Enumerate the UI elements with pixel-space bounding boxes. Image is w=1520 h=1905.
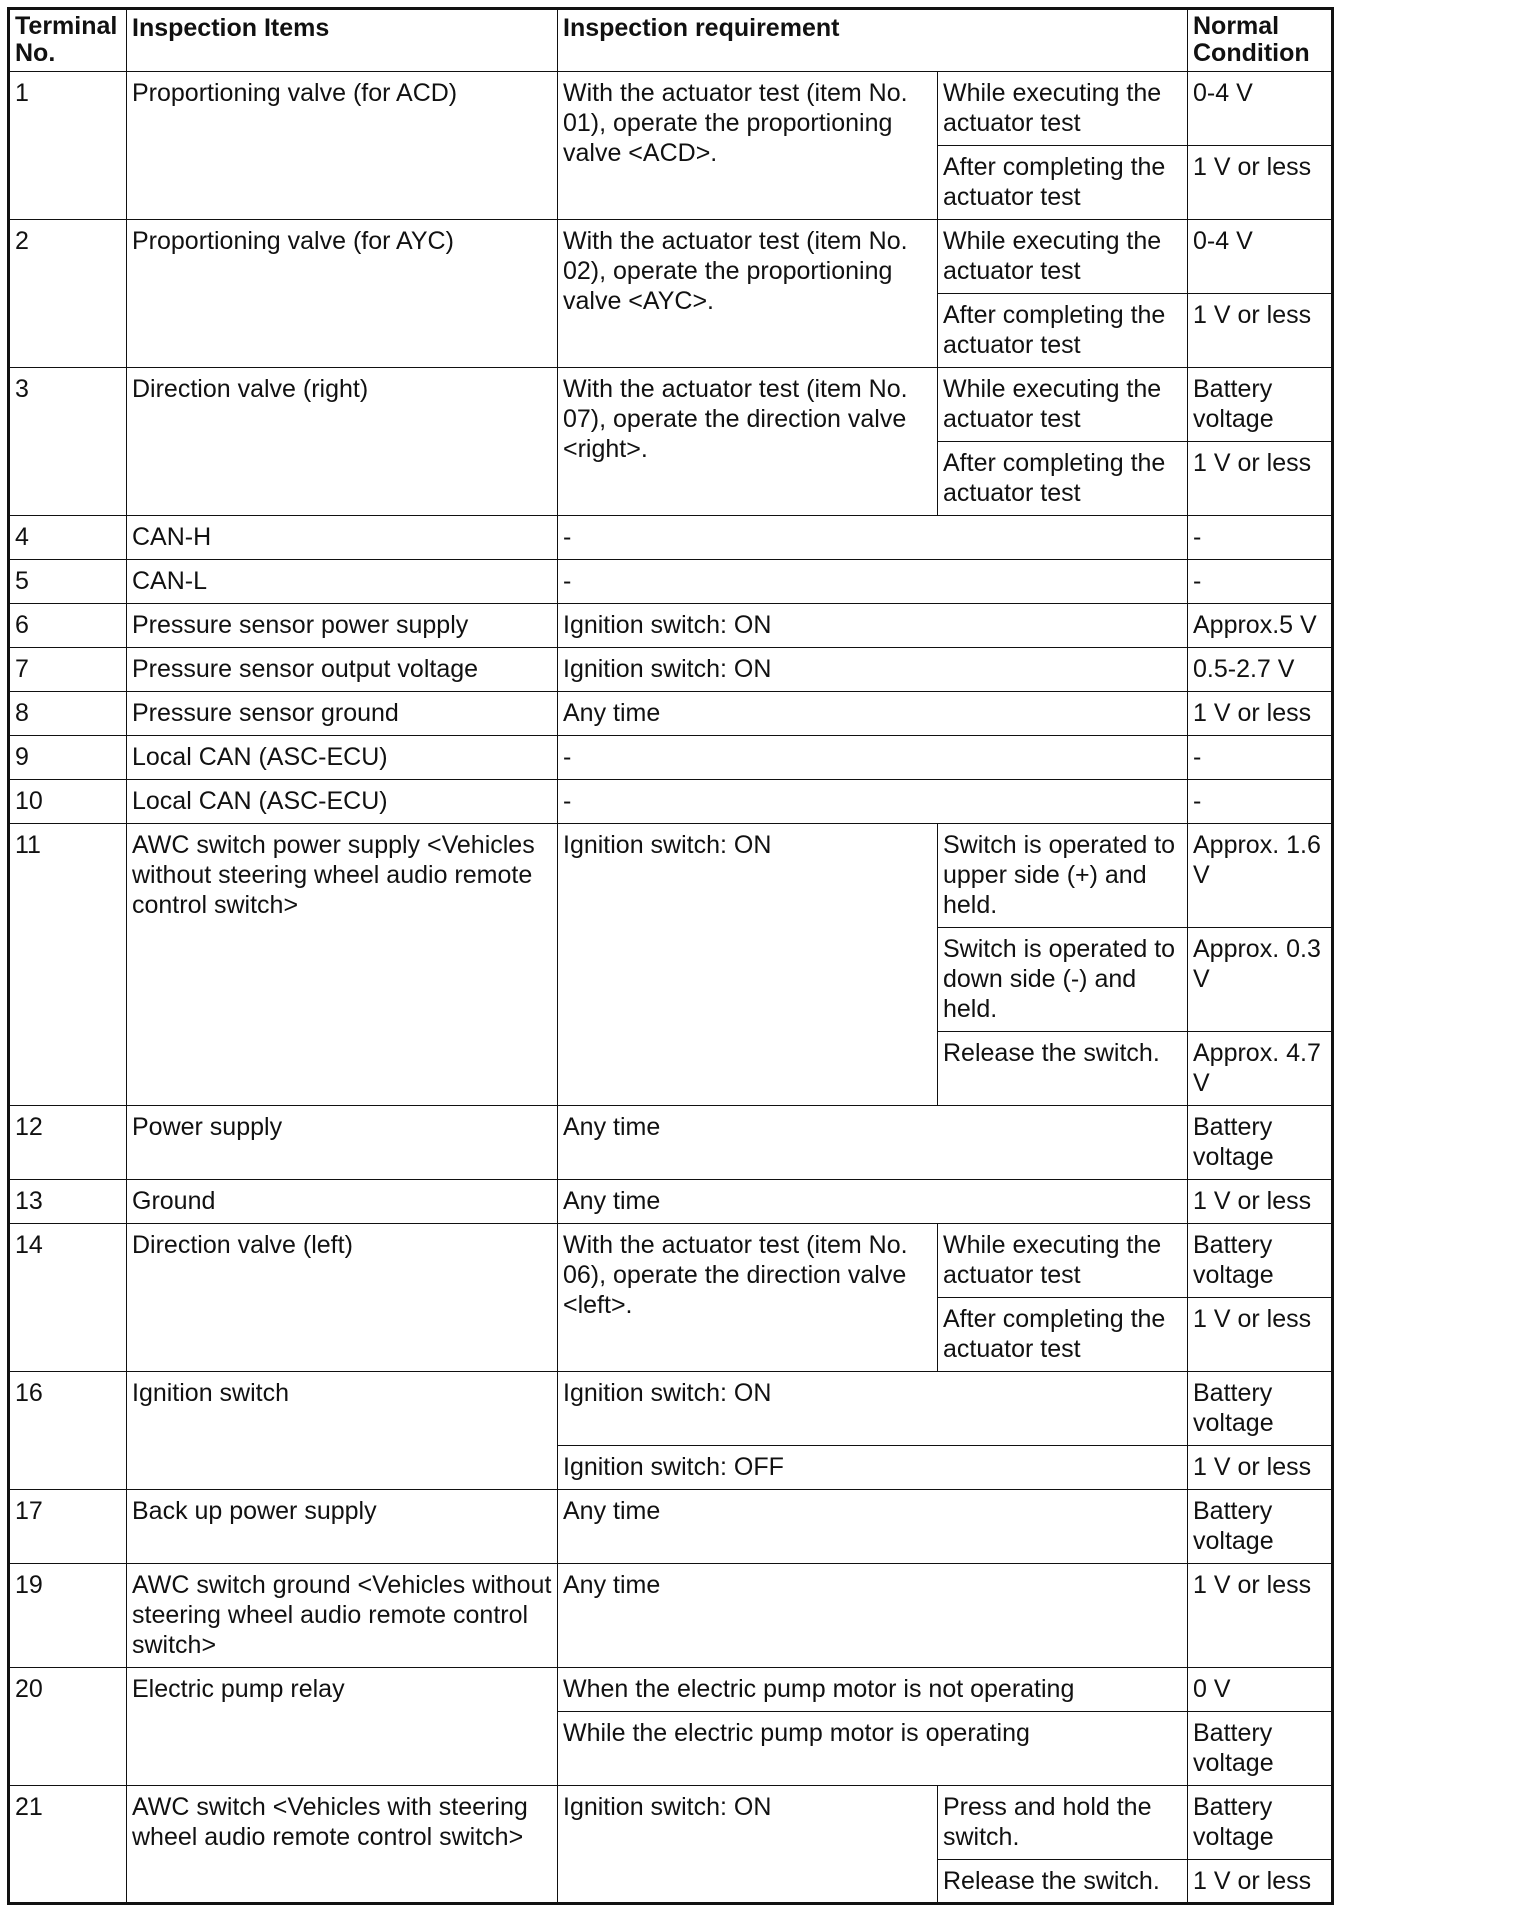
terminal-number: 14 [9,1224,127,1372]
normal-condition: - [1188,516,1333,560]
table-row [9,1224,1333,1298]
normal-condition: 0-4 V [1188,72,1333,146]
header-inspection-requirement: Inspection requirement [558,9,1188,72]
inspection-requirement: With the actuator test (item No. 07), operate the direction valve <right>. [558,368,938,516]
condition-state: Release the switch. [938,1860,1188,1904]
normal-condition: 1 V or less [1188,692,1333,736]
terminal-number: 11 [9,824,127,1106]
terminal-number: 16 [9,1372,127,1490]
inspection-item: Ground [127,1180,558,1224]
table-row [9,780,1333,824]
inspection-item: AWC switch <Vehicles with steering wheel audio remote control switch> [127,1786,558,1904]
terminal-number: 6 [9,604,127,648]
condition-state: While executing the actuator test [938,1224,1188,1298]
table-row [9,516,1333,560]
inspection-item: AWC switch ground <Vehicles without steering wheel audio remote control switch> [127,1564,558,1668]
inspection-requirement: - [558,560,1188,604]
table-row [9,692,1333,736]
inspection-item: Pressure sensor ground [127,692,558,736]
inspection-item: Electric pump relay [127,1668,558,1786]
terminal-number: 17 [9,1490,127,1564]
normal-condition: 0-4 V [1188,220,1333,294]
inspection-item: Local CAN (ASC-ECU) [127,780,558,824]
inspection-item: Pressure sensor power supply [127,604,558,648]
normal-condition: 0.5-2.7 V [1188,648,1333,692]
normal-condition: Battery voltage [1188,1224,1333,1298]
inspection-requirement: Ignition switch: ON [558,1372,1188,1446]
terminal-number: 10 [9,780,127,824]
inspection-item: CAN-L [127,560,558,604]
condition-state: Switch is operated to upper side (+) and held. [938,824,1188,928]
terminal-number: 7 [9,648,127,692]
table-row [9,736,1333,780]
normal-condition: - [1188,780,1333,824]
inspection-requirement: Ignition switch: OFF [558,1446,1188,1490]
normal-condition: Approx.5 V [1188,604,1333,648]
inspection-requirement: Ignition switch: ON [558,648,1188,692]
inspection-requirement: Any time [558,692,1188,736]
condition-state: While executing the actuator test [938,368,1188,442]
normal-condition: 0 V [1188,1668,1333,1712]
normal-condition: 1 V or less [1188,1860,1333,1904]
terminal-number: 5 [9,560,127,604]
terminal-number: 12 [9,1106,127,1180]
table-row [9,824,1333,928]
terminal-inspection-table [7,7,1334,1905]
normal-condition: 1 V or less [1188,442,1333,516]
normal-condition: 1 V or less [1188,294,1333,368]
inspection-requirement: Any time [558,1106,1188,1180]
normal-condition: - [1188,560,1333,604]
inspection-requirement: Any time [558,1564,1188,1668]
normal-condition: Approx. 0.3 V [1188,928,1333,1032]
table-row [9,604,1333,648]
normal-condition: 1 V or less [1188,1564,1333,1668]
inspection-item: Direction valve (right) [127,368,558,516]
table-row [9,72,1333,146]
inspection-requirement: With the actuator test (item No. 02), operate the proportioning valve <AYC>. [558,220,938,368]
terminal-number: 1 [9,72,127,220]
terminal-number: 8 [9,692,127,736]
normal-condition: 1 V or less [1188,1446,1333,1490]
normal-condition: 1 V or less [1188,146,1333,220]
header-inspection-items: Inspection Items [127,9,558,72]
table-row [9,560,1333,604]
normal-condition: 1 V or less [1188,1298,1333,1372]
normal-condition: Battery voltage [1188,1712,1333,1786]
normal-condition: Approx. 4.7 V [1188,1032,1333,1106]
condition-state: Switch is operated to down side (-) and held. [938,928,1188,1032]
inspection-item: Back up power supply [127,1490,558,1564]
condition-state: After completing the actuator test [938,442,1188,516]
inspection-requirement: Any time [558,1490,1188,1564]
inspection-requirement: - [558,516,1188,560]
normal-condition: 1 V or less [1188,1180,1333,1224]
inspection-item: Direction valve (left) [127,1224,558,1372]
inspection-item: Pressure sensor output voltage [127,648,558,692]
table-row [9,1180,1333,1224]
inspection-item: Local CAN (ASC-ECU) [127,736,558,780]
terminal-number: 3 [9,368,127,516]
inspection-item: Proportioning valve (for AYC) [127,220,558,368]
normal-condition: - [1188,736,1333,780]
condition-state: Release the switch. [938,1032,1188,1106]
inspection-requirement: Ignition switch: ON [558,824,938,1106]
inspection-item: Proportioning valve (for ACD) [127,72,558,220]
header-terminal: Terminal No. [9,9,127,72]
inspection-requirement: Any time [558,1180,1188,1224]
terminal-number: 19 [9,1564,127,1668]
terminal-number: 2 [9,220,127,368]
table-body [9,72,1333,1904]
table-row [9,1564,1333,1668]
inspection-requirement: When the electric pump motor is not operating [558,1668,1188,1712]
table-row [9,1372,1333,1446]
table-row [9,1106,1333,1180]
terminal-number: 20 [9,1668,127,1786]
inspection-requirement: - [558,780,1188,824]
table-row [9,1786,1333,1860]
inspection-item: Power supply [127,1106,558,1180]
terminal-number: 9 [9,736,127,780]
inspection-item: AWC switch power supply <Vehicles without steering wheel audio remote control switch> [127,824,558,1106]
condition-state: After completing the actuator test [938,1298,1188,1372]
normal-condition: Battery voltage [1188,1786,1333,1860]
inspection-requirement: With the actuator test (item No. 06), operate the direction valve <left>. [558,1224,938,1372]
condition-state: Press and hold the switch. [938,1786,1188,1860]
inspection-item: CAN-H [127,516,558,560]
inspection-table-page [7,7,1334,1905]
normal-condition: Approx. 1.6 V [1188,824,1333,928]
inspection-item: Ignition switch [127,1372,558,1490]
condition-state: After completing the actuator test [938,294,1188,368]
inspection-requirement: Ignition switch: ON [558,1786,938,1904]
terminal-number: 13 [9,1180,127,1224]
inspection-requirement: - [558,736,1188,780]
inspection-requirement: With the actuator test (item No. 01), operate the proportioning valve <ACD>. [558,72,938,220]
table-row [9,368,1333,442]
condition-state: After completing the actuator test [938,146,1188,220]
table-row [9,1490,1333,1564]
table-header-row [9,9,1333,72]
normal-condition: Battery voltage [1188,368,1333,442]
inspection-requirement: Ignition switch: ON [558,604,1188,648]
inspection-requirement: While the electric pump motor is operating [558,1712,1188,1786]
normal-condition: Battery voltage [1188,1372,1333,1446]
condition-state: While executing the actuator test [938,72,1188,146]
normal-condition: Battery voltage [1188,1106,1333,1180]
header-normal-condition: Normal Condition [1188,9,1333,72]
condition-state: While executing the actuator test [938,220,1188,294]
table-row [9,220,1333,294]
terminal-number: 21 [9,1786,127,1904]
normal-condition: Battery voltage [1188,1490,1333,1564]
table-row [9,648,1333,692]
terminal-number: 4 [9,516,127,560]
table-row [9,1668,1333,1712]
